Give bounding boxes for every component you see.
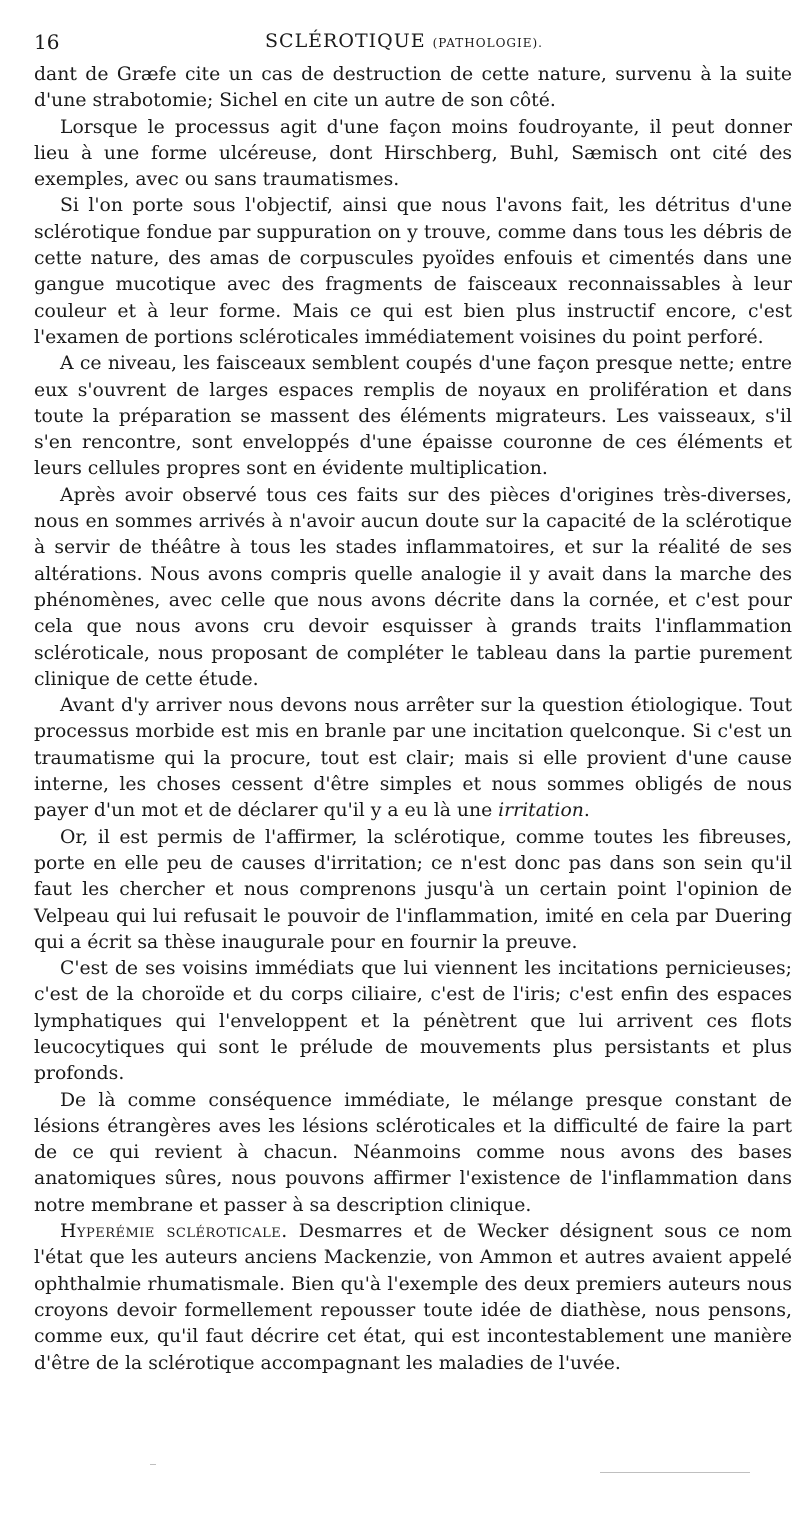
- body-text: [34, 62, 792, 1377]
- paragraph: C'est de ses voisins immédiats que lui viennent les incitations pernicieuses; c'est de la choroïde et du corps ciliaire, c'est de l'iris; c'est enfin des espaces lymphatiques qui l'enveloppent et la pénètrent que lui arrivent ces flots leucocytiques qui sont le prélude de mouvements plus persistants et plus profonds.: [34, 958, 792, 1085]
- paragraph: A ce niveau, les faisceaux semblent coupés d'une façon presque nette; entre eux s'ouvrent de larges espaces remplis de noyaux en prolifération et dans toute la préparation se massent des éléments migrateurs. Les vaisseaux, s'il s'en rencontre, sont enveloppés d'une épaisse couronne de ces éléments et leurs cellules propres sont en évidente multiplication.: [34, 353, 792, 480]
- paragraph: dant de Græfe cite un cas de destruction de cette nature, survenu à la suite d'une strabotomie; Sichel en cite un autre de son côté.: [34, 64, 792, 112]
- faint-rule: [600, 1472, 750, 1473]
- paragraph: Si l'on porte sous l'objectif, ainsi que nous l'avons fait, les détritus d'une sclérotique fondue par suppuration on y trouve, comme dans tous les débris de cette nature, des amas de corpuscules pyoïdes enfouis et cimentés dans une gangue mucotique avec des fragments de faisceaux reconnaissables à leur couleur et à leur forme. Mais ce qui est bien plus instructif encore, c'est l'examen de portions scléroticales immédiatement voisines du point perforé.: [34, 195, 792, 348]
- paragraph-text: Desmarres et de Wecker désignent sous ce nom l'état que les auteurs anciens Mackenzie, von Ammon et autres avaient appelé ophthalmie rhumatismale. Bien qu'à l'exemple des deux premiers auteurs nous croyons devoir formellement repousser toute idée de diathèse, nous pensons, comme eux, qu'il faut décrire cet état, qui est incontestablement une manière d'être de la sclérotique accompagnant les maladies de l'uvée.: [34, 1221, 792, 1374]
- paragraph: De là comme conséquence immédiate, le mélange presque constant de lésions étrangères aves les lésions scléroticales et la difficulté de faire la part de ce qui revient à chacun. Néanmoins comme nous avons des bases anatomiques sûres, nous pouvons affirmer l'existence de l'inflammation dans notre membrane et passer à sa description clinique.: [34, 1089, 792, 1216]
- section-heading: Hyperémie scléroticale.: [60, 1221, 288, 1243]
- paragraph-text: .: [583, 800, 590, 822]
- paragraph: Lorsque le processus agit d'une façon moins foudroyante, il peut donner lieu à une forme ulcéreuse, dont Hirschberg, Buhl, Sæmisch ont cité des exemples, avec ou sans traumatismes.: [34, 116, 792, 191]
- speck: [150, 1464, 156, 1465]
- running-head-title: SCLÉROTIQUE: [265, 30, 426, 52]
- paragraph: [34, 1219, 792, 1377]
- paragraph: Or, il est permis de l'affirmer, la sclérotique, comme toutes les fibreuses, porte en elle peu de causes d'irritation; ce n'est donc pas dans son sein qu'il faut les chercher et nous comprenons jusqu'à un certain point l'opinion de Velpeau qui lui refusait le pouvoir de l'inflammation, imité en cela par Duering qui a écrit sa thèse inaugurale pour en fournir la preuve.: [34, 826, 792, 953]
- paragraph: Après avoir observé tous ces faits sur des pièces d'origines très-diverses, nous en sommes arrivés à n'avoir aucun doute sur la capacité de la sclérotique à servir de théâtre à tous les stades inflammatoires, et sur la réalité de ses altérations. Nous avons compris quelle analogie il y avait dans la marche des phénomènes, avec celle que nous avons décrite dans la cornée, et c'est pour cela que nous avons cru devoir esquisser à grands traits l'inflammation scléroticale, nous proposant de compléter le tableau dans la partie purement clinique de cette étude.: [34, 484, 792, 690]
- running-head: [34, 30, 774, 52]
- running-head-subtitle: (PATHOLOGIE).: [432, 36, 543, 50]
- paragraph-text: Avant d'y arriver nous devons nous arrêter sur la question étiologique. Tout processus morbide est mis en branle par une incitation quelconque. Si c'est un traumatisme qui la procure, tout est clair; mais si elle provient d'une cause interne, les choses cessent d'être simples et nous sommes obligés de nous payer d'un mot et de déclarer qu'il y a eu là une: [34, 695, 792, 822]
- page-number: 16: [34, 30, 60, 54]
- page-bottom-marks: [140, 1460, 740, 1480]
- paragraph: [34, 693, 792, 824]
- italic-term: irritation: [498, 800, 584, 822]
- page-header: [34, 30, 774, 60]
